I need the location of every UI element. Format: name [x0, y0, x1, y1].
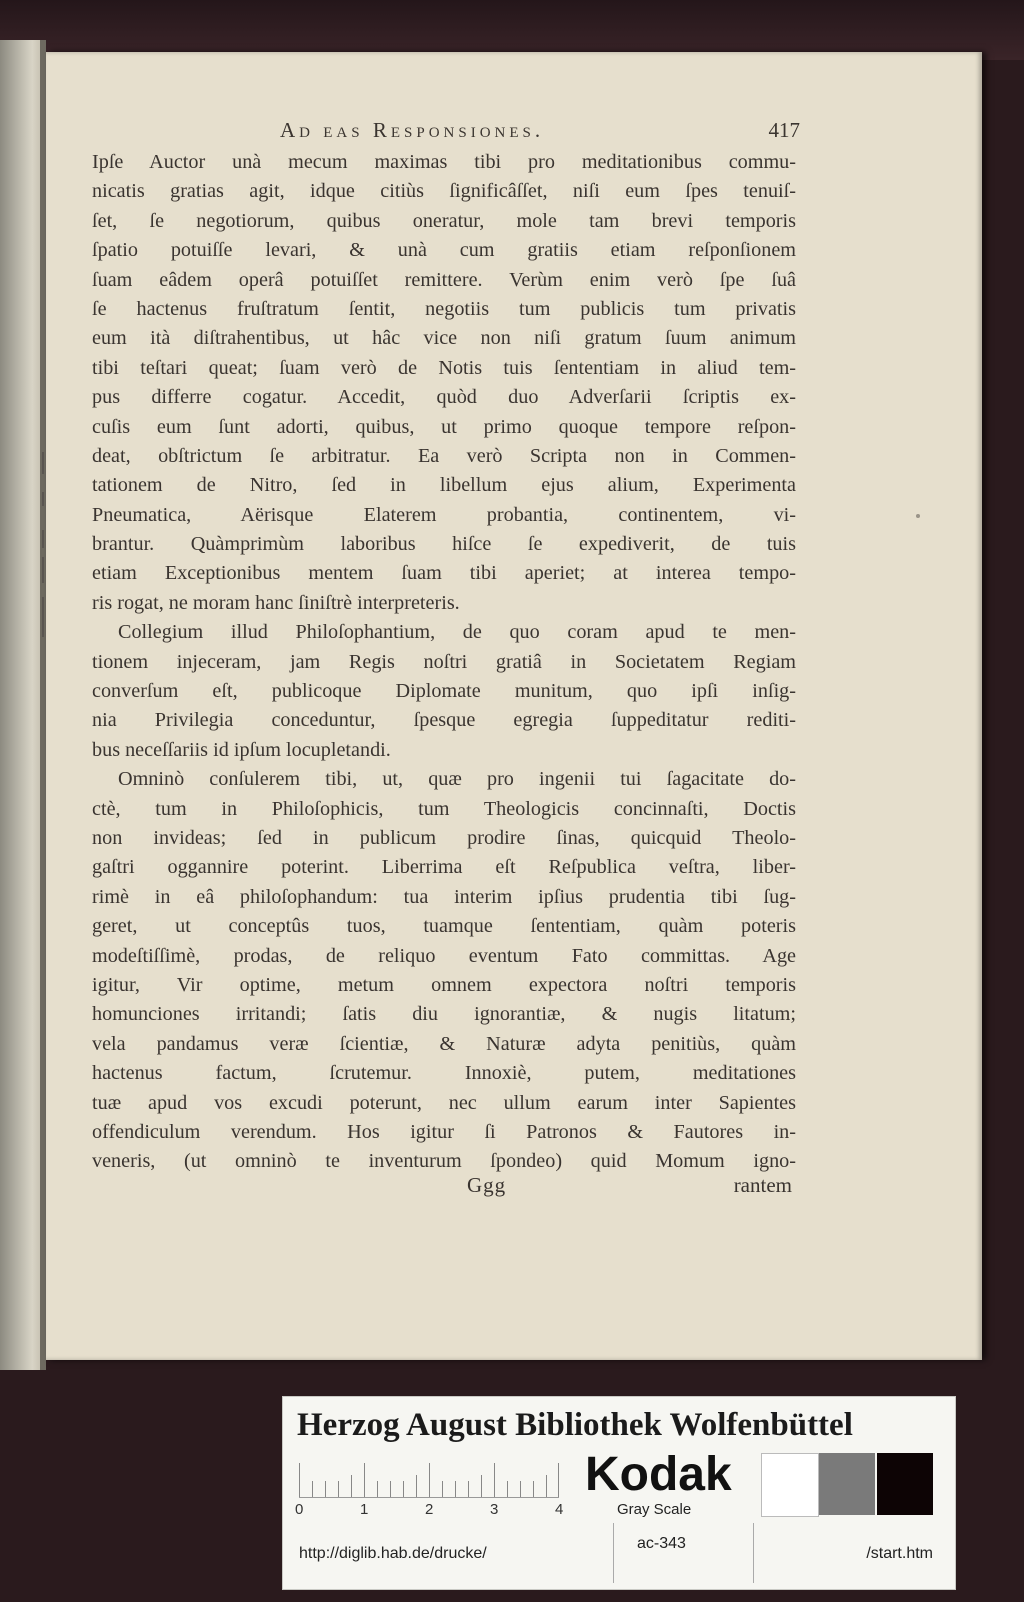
book-page [46, 52, 982, 1360]
ruler-tick [312, 1481, 313, 1497]
text-line: etiam Exceptionibus mentem ſuam tibi aperiet; at interea tempo- [92, 562, 796, 585]
ruler-tick [299, 1463, 300, 1497]
library-url: http://diglib.hab.de/drucke/ [299, 1545, 487, 1562]
page-header [240, 118, 800, 144]
text-line: ſuam eâdem operâ potuiſſet remittere. Verùm enim verò ſpe ſuâ [92, 268, 796, 291]
body-text [92, 148, 796, 1177]
start-url: /start.htm [866, 1545, 933, 1562]
strip-divider [613, 1523, 614, 1583]
ruler-tick [325, 1481, 326, 1497]
text-line: tibi teſtari queat; ſuam verò de Notis tuis ſententiam in aliud tem- [92, 356, 796, 379]
ruler-tick [520, 1481, 521, 1497]
margin-mark [42, 530, 44, 548]
ruler-tick [494, 1463, 495, 1497]
ruler-label: 2 [425, 1501, 434, 1518]
paragraph-1 [92, 148, 796, 618]
paper-speck [916, 514, 920, 518]
text-line: Pneumatica, Aërisque Elaterem probantia, continentem, vi- [92, 503, 796, 526]
text-line: ſet, ſe negotiorum, quibus oneratur, mole tam brevi temporis [92, 209, 796, 232]
text-line: eum ità diſtrahentibus, ut hâc vice non niſi gratum ſuum animum [92, 327, 796, 350]
text-line: cuſis eum ſunt adorti, quibus, ut primo quoque tempore reſpon- [92, 415, 796, 438]
text-line: nia Privilegia conceduntur, ſpesque egregia ſuppeditatur rediti- [92, 709, 796, 732]
text-line: modeſtiſſimè, prodas, de reliquo eventum Fato committas. Age [92, 944, 796, 967]
text-line: ſpatio potuiſſe levari, & unà cum gratiis etiam reſponſionem [92, 239, 796, 262]
text-line: homunciones irritandi; ſatis diu ignorantiæ, & nugis litatum; [92, 1003, 796, 1026]
text-line: ris rogat, ne moram hanc ſiniſtrè interpreteris. [92, 591, 460, 614]
text-line: geret, ut conceptûs tuos, tuamque ſententiam, quàm poteris [92, 915, 796, 938]
catchword: rantem [733, 1173, 792, 1197]
ruler-label: 1 [360, 1501, 369, 1518]
scale-ruler [299, 1463, 559, 1498]
text-line: converſum eſt, publicoque Diplomate munitum, quo ipſi inſig- [92, 680, 796, 703]
gray-swatch-mid [819, 1453, 875, 1515]
ruler-label: 3 [490, 1501, 499, 1518]
text-line: Collegium illud Philoſophantium, de quo coram apud te men- [118, 621, 796, 644]
signature-mark: Ggg [467, 1173, 507, 1197]
text-line: brantur. Quàmprimùm laboribus hiſce ſe expediverit, de tuis [92, 533, 796, 556]
paragraph-2 [92, 618, 796, 765]
ruler-tick [533, 1481, 534, 1497]
text-line: tionem injeceram, jam Regis noſtri gratiâ in Societatem Regiam [92, 650, 796, 673]
ruler-tick [442, 1481, 443, 1497]
margin-mark [42, 452, 44, 474]
text-line: pus differre cogatur. Accedit, quòd duo Adverſarii ſcriptis ex- [92, 386, 796, 409]
ruler-tick [416, 1475, 417, 1497]
ruler-tick [468, 1481, 469, 1497]
page-number: 417 [768, 118, 800, 142]
text-line: ctè, tum in Philoſophicis, tum Theologicis concinnaſti, Doctis [92, 797, 796, 820]
scan-backdrop [0, 0, 1024, 60]
strip-divider [753, 1523, 754, 1583]
ruler-tick [351, 1475, 352, 1497]
text-line: nicatis gratias agit, idque citiùs ſignificâſſet, niſi eum ſpes tenuiſ- [92, 180, 796, 203]
text-line: Omninò conſulerem tibi, ut, quæ pro ingenii tui ſagacitate do- [118, 768, 796, 791]
left-page-edge [0, 40, 46, 1370]
ruler-tick [403, 1481, 404, 1497]
gray-swatch-black [877, 1453, 933, 1515]
ruler-label: 0 [295, 1501, 304, 1518]
ruler-tick [377, 1481, 378, 1497]
text-line: hactenus factum, ſcrutemur. Innoxiè, putem, meditationes [92, 1062, 796, 1085]
text-line: tationem de Nitro, ſed in libellum ejus alium, Experimenta [92, 474, 796, 497]
text-line: deat, obſtrictum ſe arbitratur. Ea verò Scripta non in Commen- [92, 444, 796, 467]
ruler-tick [364, 1463, 365, 1497]
ruler-tick [507, 1481, 508, 1497]
paragraph-3 [92, 765, 796, 1176]
text-line: vela pandamus veræ ſcientiæ, & Naturæ adyta penitiùs, quàm [92, 1032, 796, 1055]
margin-mark [42, 492, 44, 506]
ruler-tick [338, 1481, 339, 1497]
ruler-tick [481, 1475, 482, 1497]
ruler-tick [390, 1481, 391, 1497]
text-line: Ipſe Auctor unà mecum maximas tibi pro meditationibus commu- [92, 151, 796, 173]
gray-swatch-white [761, 1453, 819, 1517]
text-line: tuæ apud vos excudi poterunt, nec ullum earum inter Sapientes [92, 1091, 796, 1114]
margin-mark [42, 618, 44, 634]
ruler-tick [546, 1475, 547, 1497]
text-line: veneris, (ut omninò te inventurum ſpondeo) quid Momum igno- [92, 1150, 796, 1173]
text-line: non invideas; ſed in publicum prodire ſinas, quicquid Theolo- [92, 826, 796, 849]
text-line: offendiculum verendum. Hos igitur ſi Patronos & Fautores in- [92, 1120, 796, 1143]
text-line: bus neceſſariis id ipſum locupletandi. [92, 738, 391, 761]
ruler-label: 4 [555, 1501, 564, 1518]
margin-mark [42, 557, 44, 583]
gray-scale-label: Gray Scale [617, 1501, 692, 1518]
kodak-logo: Kodak [585, 1448, 732, 1501]
library-strip [282, 1396, 956, 1590]
text-line: igitur, Vir optime, metum omnem expectora noſtri temporis [92, 973, 796, 996]
ruler-tick [558, 1463, 559, 1497]
text-line: rimè in eâ philoſophandum: tua interim ipſius prudentia tibi ſug- [92, 885, 796, 908]
page-footer [92, 1173, 796, 1203]
running-head: Ad eas Responsiones. [280, 118, 545, 142]
ruler-tick [429, 1463, 430, 1497]
ruler-tick [455, 1481, 456, 1497]
text-line: ſe hactenus fruſtratum ſentit, negotiis tum publicis tum privatis [92, 297, 796, 320]
library-name: Herzog August Bibliothek Wolfenbüttel [297, 1407, 853, 1443]
shelf-code: ac-343 [637, 1535, 686, 1552]
text-line: gaſtri oggannire poterint. Liberrima eſt Reſpublica veſtra, liber- [92, 856, 796, 879]
